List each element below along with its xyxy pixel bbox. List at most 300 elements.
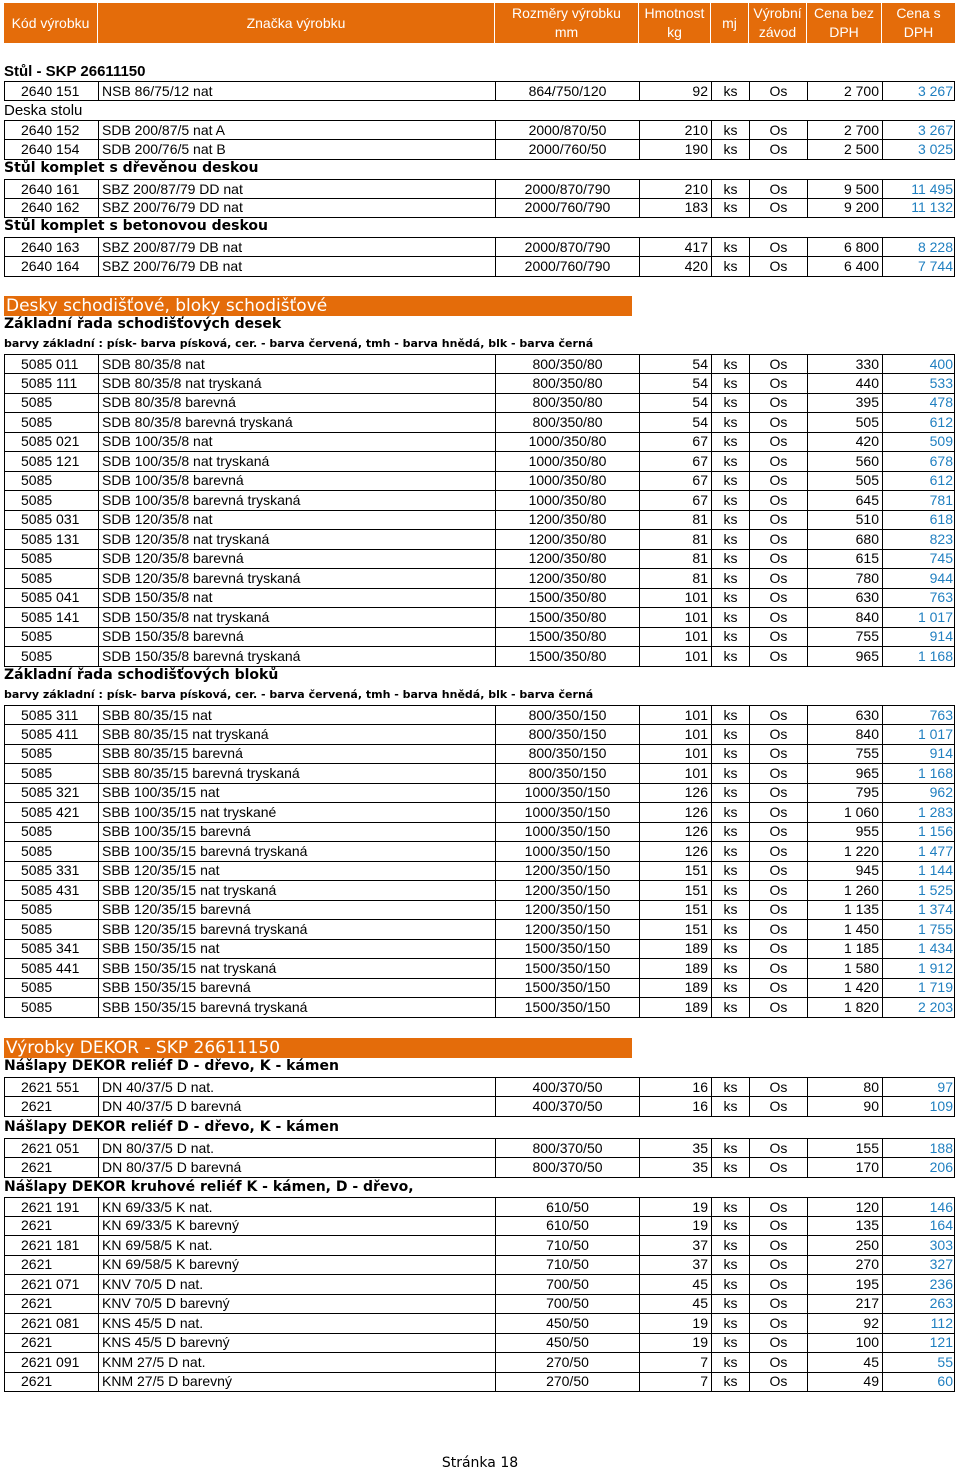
cell-znacka: KNS 45/5 D nat. xyxy=(99,1314,496,1333)
cell-cena-bez: 6 400 xyxy=(808,257,883,276)
cell-zavod: Os xyxy=(750,1353,808,1372)
cell-cena-s: 303 xyxy=(929,1237,953,1254)
cell-rozmery: 270/50 xyxy=(496,1372,640,1391)
category-band: Desky schodišťové, bloky schodišťové xyxy=(4,296,632,316)
cell-hmotnost: 92 xyxy=(640,82,712,100)
cell-zavod: Os xyxy=(750,1255,808,1274)
cell-rozmery: 1000/350/80 xyxy=(496,432,640,451)
cell-cena-s: 1 156 xyxy=(917,823,953,840)
table-row xyxy=(4,998,955,1018)
cell-cena-bez: 780 xyxy=(808,569,883,588)
cell-cena-bez: 250 xyxy=(808,1236,883,1255)
cell-rozmery: 864/750/120 xyxy=(496,82,640,100)
cell-kod: 5085 441 xyxy=(5,959,99,978)
cell-znacka: SBB 150/35/15 barevná tryskaná xyxy=(99,998,496,1017)
cell-mj: ks xyxy=(712,452,750,471)
cell-cena-bez: 1 135 xyxy=(808,900,883,919)
cell-kod: 5085 341 xyxy=(5,939,99,958)
cell-hmotnost: 54 xyxy=(640,355,712,373)
cell-hmotnost: 151 xyxy=(640,861,712,880)
table-row xyxy=(4,530,955,550)
cell-cena-s: 112 xyxy=(930,1315,953,1332)
cell-cena-bez: 795 xyxy=(808,783,883,802)
cell-hmotnost: 45 xyxy=(640,1294,712,1313)
cell-rozmery: 1500/350/150 xyxy=(496,978,640,997)
cell-cena-bez: 645 xyxy=(808,491,883,510)
cell-znacka: SDB 80/35/8 barevná xyxy=(99,393,496,412)
cell-zavod: Os xyxy=(750,140,808,159)
header-hmotnost: Hmotnost kg xyxy=(639,3,711,43)
cell-cena-s: 823 xyxy=(929,531,953,548)
cell-kod: 5085 111 xyxy=(5,374,99,393)
cell-hmotnost: 54 xyxy=(640,413,712,432)
cell-hmotnost: 45 xyxy=(640,1275,712,1294)
cell-rozmery: 1000/350/150 xyxy=(496,803,640,822)
cell-cena-bez: 1 220 xyxy=(808,842,883,861)
table-row xyxy=(4,647,955,667)
cell-hmotnost: 417 xyxy=(640,238,712,256)
cell-mj: ks xyxy=(712,140,750,159)
cell-kod: 2621 081 xyxy=(5,1314,99,1333)
cell-cena-s: 944 xyxy=(929,570,953,587)
cell-cena-bez: 155 xyxy=(808,1139,883,1157)
cell-cena-s: 763 xyxy=(929,589,953,606)
cell-kod: 2640 154 xyxy=(5,140,99,159)
table-header xyxy=(4,3,955,43)
cell-znacka: KN 69/33/5 K nat. xyxy=(99,1198,496,1216)
cell-kod: 5085 xyxy=(5,549,99,568)
cell-cena-bez: 9 500 xyxy=(808,180,883,198)
cell-kod: 2640 162 xyxy=(5,198,99,217)
cell-rozmery: 710/50 xyxy=(496,1236,640,1255)
cell-cena-bez: 615 xyxy=(808,549,883,568)
cell-mj: ks xyxy=(712,588,750,607)
cell-znacka: SBZ 200/76/79 DD nat xyxy=(99,198,496,217)
cell-znacka: SBB 80/35/15 barevná tryskaná xyxy=(99,764,496,783)
cell-cena-bez: 270 xyxy=(808,1255,883,1274)
cell-znacka: SBZ 200/87/79 DB nat xyxy=(99,238,496,256)
header-cena-bez: Cena bez DPH xyxy=(807,3,882,43)
cell-cena-bez: 840 xyxy=(808,608,883,627)
cell-rozmery: 1000/350/80 xyxy=(496,452,640,471)
cell-zavod: Os xyxy=(750,764,808,783)
cell-znacka: KNV 70/5 D barevný xyxy=(99,1294,496,1313)
cell-zavod: Os xyxy=(750,998,808,1017)
cell-kod: 5085 xyxy=(5,471,99,490)
cell-kod: 5085 411 xyxy=(5,725,99,744)
cell-hmotnost: 81 xyxy=(640,530,712,549)
cell-cena-s: 146 xyxy=(929,1198,953,1215)
cell-znacka: DN 80/37/5 D barevná xyxy=(99,1158,496,1177)
cell-zavod: Os xyxy=(750,471,808,490)
cell-zavod: Os xyxy=(750,1078,808,1096)
cell-zavod: Os xyxy=(750,978,808,997)
cell-cena-s: 109 xyxy=(929,1098,953,1115)
cell-kod: 2621 551 xyxy=(5,1078,99,1096)
cell-kod: 2640 152 xyxy=(5,121,99,139)
table-row xyxy=(4,1197,955,1217)
header-kod: Kód výrobku xyxy=(4,3,98,43)
cell-cena-s: 3 025 xyxy=(917,141,953,158)
cell-zavod: Os xyxy=(750,1314,808,1333)
cell-rozmery: 800/350/150 xyxy=(496,706,640,724)
cell-cena-s: 3 267 xyxy=(917,121,953,138)
cell-cena-bez: 440 xyxy=(808,374,883,393)
cell-znacka: SDB 100/35/8 nat tryskaná xyxy=(99,452,496,471)
cell-cena-s: 1 144 xyxy=(917,862,953,879)
cell-zavod: Os xyxy=(750,588,808,607)
cell-hmotnost: 420 xyxy=(640,257,712,276)
cell-cena-s: 781 xyxy=(929,492,953,509)
table-row xyxy=(4,978,955,998)
cell-cena-s: 478 xyxy=(929,394,953,411)
cell-cena-s: 60 xyxy=(937,1373,953,1390)
header-rozmery: Rozměry výrobku mm xyxy=(495,3,639,43)
table-row xyxy=(4,179,955,199)
cell-znacka: SBB 120/35/15 nat tryskaná xyxy=(99,881,496,900)
table-row xyxy=(4,1158,955,1178)
table-row xyxy=(4,393,955,413)
cell-kod: 5085 321 xyxy=(5,783,99,802)
cell-cena-bez: 755 xyxy=(808,627,883,646)
cell-zavod: Os xyxy=(750,413,808,432)
cell-kod: 5085 431 xyxy=(5,881,99,900)
cell-hmotnost: 151 xyxy=(640,881,712,900)
cell-cena-bez: 135 xyxy=(808,1216,883,1235)
cell-cena-s: 11 132 xyxy=(911,199,953,216)
cell-rozmery: 1200/350/80 xyxy=(496,549,640,568)
cell-mj: ks xyxy=(712,1333,750,1352)
cell-cena-bez: 100 xyxy=(808,1333,883,1352)
cell-znacka: SBB 100/35/15 nat xyxy=(99,783,496,802)
cell-cena-bez: 755 xyxy=(808,744,883,763)
cell-cena-s: 3 267 xyxy=(917,82,953,99)
cell-hmotnost: 19 xyxy=(640,1198,712,1216)
cell-cena-bez: 92 xyxy=(808,1314,883,1333)
cell-mj: ks xyxy=(712,744,750,763)
cell-cena-bez: 6 800 xyxy=(808,238,883,256)
cell-zavod: Os xyxy=(750,627,808,646)
cell-znacka: SDB 80/35/8 nat tryskaná xyxy=(99,374,496,393)
cell-mj: ks xyxy=(712,82,750,100)
cell-kod: 5085 xyxy=(5,413,99,432)
cell-zavod: Os xyxy=(750,920,808,939)
cell-kod: 2621 xyxy=(5,1333,99,1352)
cell-cena-s: 55 xyxy=(937,1354,953,1371)
section-heading: Základní řada schodišťových desek xyxy=(4,316,282,332)
cell-znacka: KN 69/33/5 K barevný xyxy=(99,1216,496,1235)
cell-cena-bez: 1 580 xyxy=(808,959,883,978)
cell-cena-s: 678 xyxy=(929,453,953,470)
cell-hmotnost: 16 xyxy=(640,1078,712,1096)
cell-mj: ks xyxy=(712,1097,750,1116)
cell-mj: ks xyxy=(712,803,750,822)
cell-kod: 2640 161 xyxy=(5,180,99,198)
cell-hmotnost: 210 xyxy=(640,121,712,139)
cell-kod: 5085 xyxy=(5,978,99,997)
cell-rozmery: 800/350/80 xyxy=(496,413,640,432)
cell-rozmery: 800/350/80 xyxy=(496,374,640,393)
cell-rozmery: 1500/350/80 xyxy=(496,647,640,666)
cell-mj: ks xyxy=(712,549,750,568)
cell-rozmery: 800/350/150 xyxy=(496,744,640,763)
cell-kod: 5085 xyxy=(5,647,99,666)
table-row xyxy=(4,920,955,940)
cell-mj: ks xyxy=(712,764,750,783)
cell-cena-bez: 80 xyxy=(808,1078,883,1096)
cell-mj: ks xyxy=(712,1275,750,1294)
cell-cena-s: 914 xyxy=(929,745,953,762)
table-row xyxy=(4,491,955,511)
cell-cena-bez: 1 450 xyxy=(808,920,883,939)
cell-cena-bez: 330 xyxy=(808,355,883,373)
cell-hmotnost: 37 xyxy=(640,1236,712,1255)
cell-cena-s: 2 203 xyxy=(917,999,953,1016)
cell-mj: ks xyxy=(712,1294,750,1313)
cell-mj: ks xyxy=(712,783,750,802)
cell-hmotnost: 37 xyxy=(640,1255,712,1274)
cell-kod: 2621 071 xyxy=(5,1275,99,1294)
cell-kod: 5085 xyxy=(5,920,99,939)
cell-mj: ks xyxy=(712,881,750,900)
cell-rozmery: 1200/350/80 xyxy=(496,530,640,549)
cell-mj: ks xyxy=(712,939,750,958)
table-row xyxy=(4,413,955,433)
cell-cena-bez: 420 xyxy=(808,432,883,451)
section-heading: Stůl komplet s betonovou deskou xyxy=(4,218,269,234)
cell-mj: ks xyxy=(712,530,750,549)
cell-znacka: DN 80/37/5 D nat. xyxy=(99,1139,496,1157)
table-row xyxy=(4,608,955,628)
cell-cena-bez: 395 xyxy=(808,393,883,412)
table-row xyxy=(4,120,955,140)
cell-zavod: Os xyxy=(750,1216,808,1235)
table-row xyxy=(4,140,955,160)
cell-cena-bez: 45 xyxy=(808,1353,883,1372)
cell-cena-s: 121 xyxy=(929,1334,953,1351)
cell-mj: ks xyxy=(712,471,750,490)
cell-zavod: Os xyxy=(750,510,808,529)
table-row xyxy=(4,549,955,569)
cell-mj: ks xyxy=(712,257,750,276)
table-row xyxy=(4,881,955,901)
cell-cena-s: 8 228 xyxy=(917,238,953,255)
cell-cena-bez: 680 xyxy=(808,530,883,549)
cell-znacka: SDB 120/35/8 barevná xyxy=(99,549,496,568)
cell-znacka: SBB 150/35/15 nat tryskaná xyxy=(99,959,496,978)
table-row xyxy=(4,705,955,725)
cell-rozmery: 270/50 xyxy=(496,1353,640,1372)
cell-cena-s: 612 xyxy=(929,414,953,431)
cell-hmotnost: 19 xyxy=(640,1333,712,1352)
cell-zavod: Os xyxy=(750,355,808,373)
cell-zavod: Os xyxy=(750,82,808,100)
cell-znacka: SDB 200/87/5 nat A xyxy=(99,121,496,139)
cell-rozmery: 1000/350/150 xyxy=(496,842,640,861)
cell-hmotnost: 81 xyxy=(640,549,712,568)
cell-hmotnost: 189 xyxy=(640,998,712,1017)
table-row xyxy=(4,354,955,374)
table-row xyxy=(4,959,955,979)
cell-mj: ks xyxy=(712,647,750,666)
cell-mj: ks xyxy=(712,355,750,373)
cell-kod: 2640 164 xyxy=(5,257,99,276)
cell-zavod: Os xyxy=(750,452,808,471)
cell-mj: ks xyxy=(712,920,750,939)
cell-znacka: SDB 150/35/8 nat xyxy=(99,588,496,607)
cell-cena-bez: 49 xyxy=(808,1372,883,1391)
cell-kod: 5085 xyxy=(5,764,99,783)
cell-kod: 2621 051 xyxy=(5,1139,99,1157)
cell-cena-s: 1 168 xyxy=(917,648,953,665)
cell-mj: ks xyxy=(712,822,750,841)
table-row xyxy=(4,764,955,784)
cell-cena-bez: 2 700 xyxy=(808,82,883,100)
cell-rozmery: 1200/350/150 xyxy=(496,881,640,900)
table-row xyxy=(4,1255,955,1275)
cell-cena-s: 97 xyxy=(937,1078,953,1095)
cell-mj: ks xyxy=(712,1139,750,1157)
table-row xyxy=(4,803,955,823)
header-zavod: Výrobní závod xyxy=(749,3,807,43)
cell-rozmery: 700/50 xyxy=(496,1275,640,1294)
cell-zavod: Os xyxy=(750,432,808,451)
table-row xyxy=(4,725,955,745)
cell-rozmery: 2000/760/790 xyxy=(496,198,640,217)
cell-hmotnost: 183 xyxy=(640,198,712,217)
cell-kod: 2621 xyxy=(5,1372,99,1391)
cell-rozmery: 400/370/50 xyxy=(496,1097,640,1116)
cell-kod: 5085 xyxy=(5,491,99,510)
cell-rozmery: 1200/350/150 xyxy=(496,861,640,880)
cell-mj: ks xyxy=(712,842,750,861)
cell-mj: ks xyxy=(712,413,750,432)
cell-cena-s: 1 374 xyxy=(917,901,953,918)
cell-mj: ks xyxy=(712,180,750,198)
cell-zavod: Os xyxy=(750,842,808,861)
cell-rozmery: 800/350/150 xyxy=(496,764,640,783)
cell-mj: ks xyxy=(712,432,750,451)
cell-zavod: Os xyxy=(750,959,808,978)
cell-cena-s: 7 744 xyxy=(917,258,953,275)
cell-cena-s: 400 xyxy=(929,355,953,372)
cell-kod: 2621 xyxy=(5,1097,99,1116)
cell-hmotnost: 101 xyxy=(640,647,712,666)
table-row xyxy=(4,861,955,881)
cell-rozmery: 450/50 xyxy=(496,1314,640,1333)
cell-hmotnost: 67 xyxy=(640,491,712,510)
cell-cena-s: 763 xyxy=(929,706,953,723)
cell-mj: ks xyxy=(712,1255,750,1274)
cell-cena-bez: 2 700 xyxy=(808,121,883,139)
cell-zavod: Os xyxy=(750,803,808,822)
cell-cena-s: 1 283 xyxy=(917,804,953,821)
section-heading: Základní řada schodišťových bloků xyxy=(4,667,279,683)
table-row xyxy=(4,237,955,257)
cell-cena-bez: 630 xyxy=(808,588,883,607)
table-row xyxy=(4,198,955,218)
table-row xyxy=(4,81,955,101)
cell-rozmery: 800/350/80 xyxy=(496,393,640,412)
section-heading: Nášlapy DEKOR reliéf D - dřevo, K - kámen xyxy=(4,1058,339,1074)
cell-hmotnost: 151 xyxy=(640,900,712,919)
table-row xyxy=(4,588,955,608)
cell-hmotnost: 101 xyxy=(640,706,712,724)
cell-zavod: Os xyxy=(750,491,808,510)
cell-kod: 5085 xyxy=(5,842,99,861)
cell-mj: ks xyxy=(712,608,750,627)
cell-cena-s: 1 434 xyxy=(917,940,953,957)
cell-zavod: Os xyxy=(750,725,808,744)
table-row xyxy=(4,744,955,764)
cell-cena-bez: 955 xyxy=(808,822,883,841)
cell-kod: 5085 121 xyxy=(5,452,99,471)
cell-rozmery: 1200/350/150 xyxy=(496,900,640,919)
cell-mj: ks xyxy=(712,198,750,217)
color-note: barvy základní : písk- barva písková, cer. - barva červená, tmh - barva hnědá, blk - barva černá xyxy=(4,688,594,701)
cell-hmotnost: 126 xyxy=(640,783,712,802)
cell-cena-bez: 505 xyxy=(808,471,883,490)
cell-zavod: Os xyxy=(750,1236,808,1255)
cell-zavod: Os xyxy=(750,1333,808,1352)
page-footer: Stránka 18 xyxy=(441,1455,519,1471)
cell-hmotnost: 126 xyxy=(640,803,712,822)
cell-zavod: Os xyxy=(750,238,808,256)
cell-hmotnost: 81 xyxy=(640,569,712,588)
cell-zavod: Os xyxy=(750,783,808,802)
cell-hmotnost: 151 xyxy=(640,920,712,939)
cell-znacka: SDB 120/35/8 nat xyxy=(99,510,496,529)
cell-kod: 5085 311 xyxy=(5,706,99,724)
cell-cena-s: 618 xyxy=(929,511,953,528)
table-row xyxy=(4,1372,955,1392)
cell-rozmery: 1500/350/80 xyxy=(496,588,640,607)
cell-mj: ks xyxy=(712,510,750,529)
cell-znacka: SBZ 200/76/79 DB nat xyxy=(99,257,496,276)
cell-rozmery: 700/50 xyxy=(496,1294,640,1313)
cell-hmotnost: 189 xyxy=(640,978,712,997)
cell-mj: ks xyxy=(712,861,750,880)
cell-rozmery: 2000/870/50 xyxy=(496,121,640,139)
cell-znacka: SDB 150/35/8 nat tryskaná xyxy=(99,608,496,627)
cell-mj: ks xyxy=(712,121,750,139)
cell-znacka: KNS 45/5 D barevný xyxy=(99,1333,496,1352)
cell-hmotnost: 67 xyxy=(640,432,712,451)
cell-rozmery: 1200/350/80 xyxy=(496,510,640,529)
cell-hmotnost: 35 xyxy=(640,1139,712,1157)
cell-cena-s: 1 719 xyxy=(917,979,953,996)
table-row xyxy=(4,1216,955,1236)
cell-cena-bez: 1 820 xyxy=(808,998,883,1017)
cell-mj: ks xyxy=(712,725,750,744)
cell-znacka: DN 40/37/5 D nat. xyxy=(99,1078,496,1096)
table-row xyxy=(4,627,955,647)
cell-rozmery: 1500/350/150 xyxy=(496,959,640,978)
table-row xyxy=(4,900,955,920)
cell-mj: ks xyxy=(712,1198,750,1216)
cell-rozmery: 1500/350/150 xyxy=(496,939,640,958)
cell-mj: ks xyxy=(712,491,750,510)
cell-zavod: Os xyxy=(750,1198,808,1216)
cell-hmotnost: 81 xyxy=(640,510,712,529)
cell-znacka: SBB 100/35/15 nat tryskané xyxy=(99,803,496,822)
cell-kod: 5085 xyxy=(5,998,99,1017)
cell-cena-s: 1 017 xyxy=(917,609,953,626)
cell-hmotnost: 54 xyxy=(640,374,712,393)
cell-mj: ks xyxy=(712,627,750,646)
cell-rozmery: 800/370/50 xyxy=(496,1158,640,1177)
cell-cena-bez: 217 xyxy=(808,1294,883,1313)
